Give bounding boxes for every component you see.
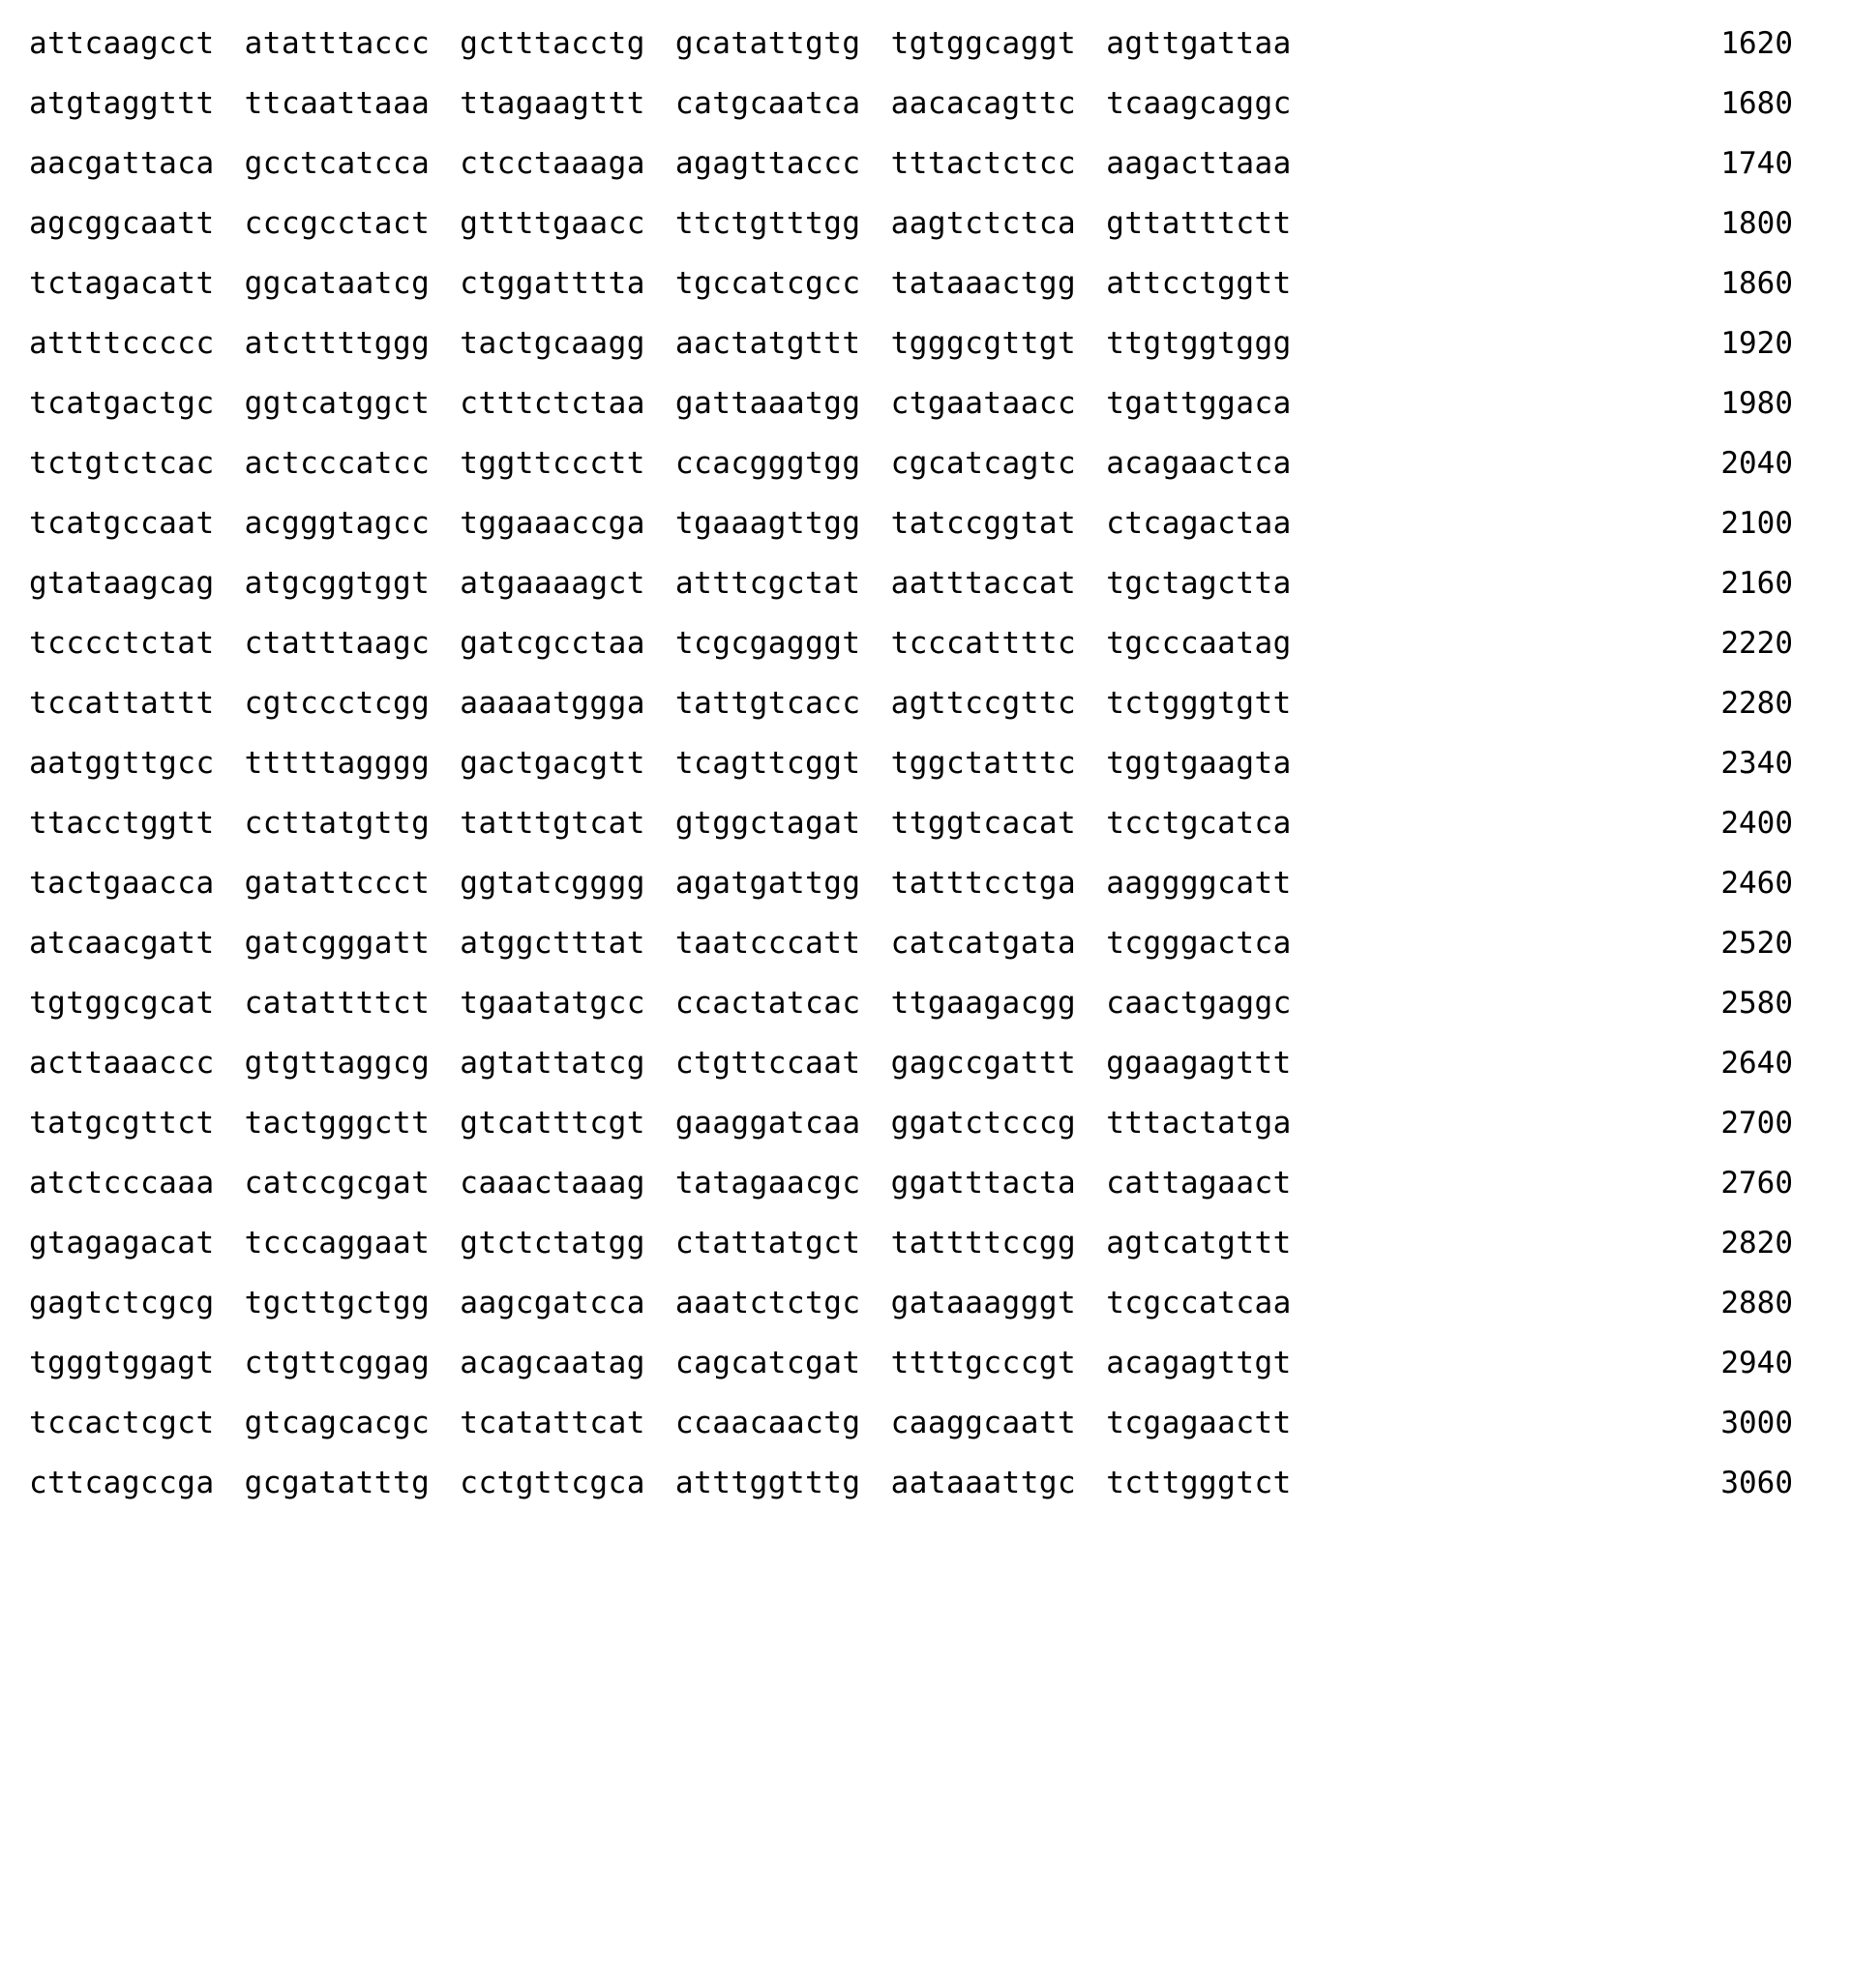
sequence-block: tatttgtcat [460, 806, 645, 841]
sequence-block: aatttaccat [890, 566, 1077, 601]
sequence-blocks [29, 1273, 1292, 1333]
sequence-block: gagtctcgcg [29, 1286, 215, 1320]
sequence-block: tctagacatt [29, 266, 215, 301]
sequence-block: catcatgata [890, 926, 1077, 961]
sequence-block: caactgaggc [1106, 986, 1292, 1021]
sequence-row [29, 913, 1793, 973]
sequence-block: tttttagggg [244, 746, 431, 781]
sequence-blocks [29, 373, 1292, 433]
sequence-block: atggctttat [460, 926, 645, 961]
sequence-position-number: 2760 [1720, 1166, 1793, 1201]
sequence-block: tcaagcaggc [1106, 86, 1292, 121]
sequence-row [29, 613, 1793, 673]
sequence-row [29, 1033, 1793, 1093]
sequence-block: ccacgggtgg [674, 446, 861, 481]
sequence-block: tttactatga [1106, 1106, 1292, 1141]
sequence-block: aaatctctgc [674, 1286, 861, 1320]
sequence-position-number: 2040 [1720, 446, 1793, 481]
sequence-row [29, 1093, 1793, 1153]
sequence-block: tatttcctga [890, 866, 1077, 901]
sequence-block: tataaactgg [890, 266, 1077, 301]
sequence-block: acttaaaccc [29, 1046, 215, 1081]
sequence-block: ttttgcccgt [890, 1346, 1077, 1380]
sequence-blocks [29, 973, 1292, 1033]
sequence-block: gataaagggt [890, 1286, 1077, 1320]
sequence-block: gaaggatcaa [674, 1106, 861, 1141]
sequence-block: atgaaaagct [460, 566, 645, 601]
sequence-block: tcgggactca [1106, 926, 1292, 961]
sequence-block: tcccctctat [29, 626, 215, 661]
sequence-block: tatagaacgc [674, 1166, 861, 1201]
sequence-block: ccactatcac [674, 986, 861, 1021]
sequence-block: acagaactca [1106, 446, 1292, 481]
sequence-position-number: 2640 [1720, 1046, 1793, 1081]
sequence-block: gattaaatgg [674, 386, 861, 421]
sequence-block: aagacttaaa [1106, 146, 1292, 181]
sequence-row [29, 74, 1793, 134]
sequence-block: ggaagagttt [1106, 1046, 1292, 1081]
sequence-block: ctggatttta [460, 266, 645, 301]
sequence-block: ccttatgttg [244, 806, 431, 841]
sequence-block: aatggttgcc [29, 746, 215, 781]
sequence-blocks [29, 793, 1292, 853]
sequence-block: gttttgaacc [460, 206, 645, 241]
sequence-block: ctattatgct [674, 1226, 861, 1261]
sequence-block: tcatattcat [460, 1406, 645, 1440]
sequence-blocks [29, 134, 1292, 193]
sequence-position-number: 2100 [1720, 506, 1793, 541]
sequence-block: agatgattgg [674, 866, 861, 901]
sequence-block: tctgtctcac [29, 446, 215, 481]
sequence-blocks [29, 1393, 1292, 1453]
sequence-blocks [29, 913, 1292, 973]
sequence-block: tccactcgct [29, 1406, 215, 1440]
sequence-block: attttccccc [29, 326, 215, 361]
sequence-row [29, 313, 1793, 373]
sequence-block: tactgcaagg [460, 326, 645, 361]
sequence-block: gatcgcctaa [460, 626, 645, 661]
sequence-block: gtggctagat [674, 806, 861, 841]
sequence-block: tgccatcgcc [674, 266, 861, 301]
sequence-block: tcagttcggt [674, 746, 861, 781]
sequence-block: tccattattt [29, 686, 215, 721]
sequence-blocks [29, 193, 1292, 253]
sequence-blocks [29, 1093, 1292, 1153]
sequence-row [29, 553, 1793, 613]
sequence-block: atatttaccc [244, 26, 431, 61]
sequence-block: ttggtcacat [890, 806, 1077, 841]
sequence-block: ttctgtttgg [674, 206, 861, 241]
sequence-block: acgggtagcc [244, 506, 431, 541]
sequence-position-number: 2160 [1720, 566, 1793, 601]
sequence-block: catattttct [244, 986, 431, 1021]
sequence-block: tcatgactgc [29, 386, 215, 421]
sequence-block: atcttttggg [244, 326, 431, 361]
sequence-row [29, 1453, 1793, 1513]
sequence-block: atctcccaaa [29, 1166, 215, 1201]
sequence-row [29, 493, 1793, 553]
sequence-block: tactgggctt [244, 1106, 431, 1141]
sequence-block: tcttgggtct [1106, 1466, 1292, 1500]
sequence-block: tgggtggagt [29, 1346, 215, 1380]
sequence-block: agcggcaatt [29, 206, 215, 241]
sequence-block: aaaaatggga [460, 686, 645, 721]
sequence-block: tgctagctta [1106, 566, 1292, 601]
sequence-block: acagagttgt [1106, 1346, 1292, 1380]
sequence-block: tttactctcc [890, 146, 1077, 181]
sequence-block: cccgcctact [244, 206, 431, 241]
sequence-block: ttgaagacgg [890, 986, 1077, 1021]
sequence-row [29, 1393, 1793, 1453]
sequence-row [29, 134, 1793, 193]
sequence-block: cgcatcagtc [890, 446, 1077, 481]
sequence-row [29, 1333, 1793, 1393]
sequence-block: gagccgattt [890, 1046, 1077, 1081]
sequence-block: tctgggtgtt [1106, 686, 1292, 721]
sequence-block: gtctctatgg [460, 1226, 645, 1261]
sequence-block: tattttccgg [890, 1226, 1077, 1261]
sequence-block: tcatgccaat [29, 506, 215, 541]
sequence-block: tcctgcatca [1106, 806, 1292, 841]
sequence-block: ctgaataacc [890, 386, 1077, 421]
sequence-row [29, 253, 1793, 313]
sequence-block: ggtatcgggg [460, 866, 645, 901]
sequence-row [29, 373, 1793, 433]
sequence-blocks [29, 313, 1292, 373]
sequence-blocks [29, 1033, 1292, 1093]
sequence-block: gtagagacat [29, 1226, 215, 1261]
sequence-block: tgcttgctgg [244, 1286, 431, 1320]
sequence-block: ggatttacta [890, 1166, 1077, 1201]
sequence-block: tcgccatcaa [1106, 1286, 1292, 1320]
sequence-row [29, 193, 1793, 253]
sequence-block: catgcaatca [674, 86, 861, 121]
sequence-block: atttcgctat [674, 566, 861, 601]
sequence-block: tggtgaagta [1106, 746, 1292, 781]
sequence-position-number: 1920 [1720, 326, 1793, 361]
sequence-position-number: 2880 [1720, 1286, 1793, 1320]
sequence-block: atttggtttg [674, 1466, 861, 1500]
sequence-block: ctttctctaa [460, 386, 645, 421]
sequence-blocks [29, 553, 1292, 613]
sequence-block: actcccatcc [244, 446, 431, 481]
sequence-block: aacacagttc [890, 86, 1077, 121]
sequence-blocks [29, 1333, 1292, 1393]
sequence-block: attcaagcct [29, 26, 215, 61]
sequence-blocks [29, 1213, 1292, 1273]
sequence-position-number: 1800 [1720, 206, 1793, 241]
sequence-block: cagcatcgat [674, 1346, 861, 1380]
sequence-block: gcgatatttg [244, 1466, 431, 1500]
sequence-block: tggaaaccga [460, 506, 645, 541]
sequence-block: tgaatatgcc [460, 986, 645, 1021]
sequence-position-number: 2940 [1720, 1346, 1793, 1380]
sequence-block: tggctatttc [890, 746, 1077, 781]
sequence-block: agttccgttc [890, 686, 1077, 721]
sequence-block: cctgttcgca [460, 1466, 645, 1500]
sequence-position-number: 2280 [1720, 686, 1793, 721]
sequence-block: agtcatgttt [1106, 1226, 1292, 1261]
sequence-blocks [29, 433, 1292, 493]
sequence-block: tcccaggaat [244, 1226, 431, 1261]
sequence-position-number: 1740 [1720, 146, 1793, 181]
sequence-block: tcgcgagggt [674, 626, 861, 661]
sequence-position-number: 1680 [1720, 86, 1793, 121]
sequence-block: caaggcaatt [890, 1406, 1077, 1440]
sequence-block: tgcccaatag [1106, 626, 1292, 661]
sequence-blocks [29, 673, 1292, 733]
sequence-block: ctatttaagc [244, 626, 431, 661]
sequence-block: gtcagcacgc [244, 1406, 431, 1440]
sequence-position-number: 2820 [1720, 1226, 1793, 1261]
sequence-block: tgtggcaggt [890, 26, 1077, 61]
sequence-block: gatattccct [244, 866, 431, 901]
sequence-position-number: 2700 [1720, 1106, 1793, 1141]
sequence-block: gtcatttcgt [460, 1106, 645, 1141]
sequence-block: gctttacctg [460, 26, 645, 61]
sequence-block: aacgattaca [29, 146, 215, 181]
sequence-position-number: 1860 [1720, 266, 1793, 301]
sequence-blocks [29, 74, 1292, 134]
sequence-block: tcgagaactt [1106, 1406, 1292, 1440]
sequence-block: ctgttccaat [674, 1046, 861, 1081]
sequence-blocks [29, 733, 1292, 793]
sequence-block: cttcagccga [29, 1466, 215, 1500]
sequence-block: gtgttaggcg [244, 1046, 431, 1081]
sequence-block: tggttccctt [460, 446, 645, 481]
sequence-block: aagtctctca [890, 206, 1077, 241]
sequence-blocks [29, 613, 1292, 673]
sequence-block: tgggcgttgt [890, 326, 1077, 361]
sequence-block: ggatctcccg [890, 1106, 1077, 1141]
sequence-block: ccaacaactg [674, 1406, 861, 1440]
sequence-block: gtataagcag [29, 566, 215, 601]
sequence-block: agtattatcg [460, 1046, 645, 1081]
sequence-block: atgtaggttt [29, 86, 215, 121]
sequence-block: aaggggcatt [1106, 866, 1292, 901]
sequence-row [29, 853, 1793, 913]
sequence-block: gttatttctt [1106, 206, 1292, 241]
sequence-block: tattgtcacc [674, 686, 861, 721]
sequence-block: attcctggtt [1106, 266, 1292, 301]
sequence-row [29, 973, 1793, 1033]
sequence-block: cattagaact [1106, 1166, 1292, 1201]
sequence-block: agagttaccc [674, 146, 861, 181]
sequence-block: atcaacgatt [29, 926, 215, 961]
sequence-blocks [29, 253, 1292, 313]
sequence-blocks [29, 14, 1292, 74]
sequence-block: aagcgatcca [460, 1286, 645, 1320]
sequence-row [29, 733, 1793, 793]
sequence-block: ctcctaaaga [460, 146, 645, 181]
sequence-position-number: 2400 [1720, 806, 1793, 841]
sequence-block: agttgattaa [1106, 26, 1292, 61]
sequence-block: gcatattgtg [674, 26, 861, 61]
sequence-block: ggcataatcg [244, 266, 431, 301]
sequence-row [29, 1273, 1793, 1333]
sequence-position-number: 2460 [1720, 866, 1793, 901]
sequence-blocks [29, 493, 1292, 553]
sequence-block: gatcgggatt [244, 926, 431, 961]
sequence-position-number: 1980 [1720, 386, 1793, 421]
sequence-blocks [29, 1153, 1292, 1213]
sequence-block: tcccattttc [890, 626, 1077, 661]
sequence-block: tatgcgttct [29, 1106, 215, 1141]
sequence-position-number: 3000 [1720, 1406, 1793, 1440]
sequence-block: ctgttcggag [244, 1346, 431, 1380]
sequence-block: tgtggcgcat [29, 986, 215, 1021]
sequence-block: tatccggtat [890, 506, 1077, 541]
sequence-block: ttcaattaaa [244, 86, 431, 121]
sequence-block: atgcggtggt [244, 566, 431, 601]
sequence-block: aactatgttt [674, 326, 861, 361]
sequence-block: aataaattgc [890, 1466, 1077, 1500]
sequence-position-number: 1620 [1720, 26, 1793, 61]
sequence-block: taatcccatt [674, 926, 861, 961]
sequence-row [29, 433, 1793, 493]
sequence-position-number: 2520 [1720, 926, 1793, 961]
sequence-row [29, 673, 1793, 733]
sequence-block: ctcagactaa [1106, 506, 1292, 541]
sequence-block: gactgacgtt [460, 746, 645, 781]
sequence-block: tactgaacca [29, 866, 215, 901]
sequence-position-number: 3060 [1720, 1466, 1793, 1500]
sequence-block: caaactaaag [460, 1166, 645, 1201]
sequence-position-number: 2580 [1720, 986, 1793, 1021]
sequence-row [29, 1153, 1793, 1213]
sequence-row [29, 1213, 1793, 1273]
sequence-block: catccgcgat [244, 1166, 431, 1201]
sequence-position-number: 2340 [1720, 746, 1793, 781]
sequence-row [29, 793, 1793, 853]
sequence-block: ggtcatggct [244, 386, 431, 421]
sequence-position-number: 2220 [1720, 626, 1793, 661]
sequence-row [29, 14, 1793, 74]
sequence-block: tgattggaca [1106, 386, 1292, 421]
sequence-block: acagcaatag [460, 1346, 645, 1380]
sequence-block: cgtccctcgg [244, 686, 431, 721]
sequence-block: gcctcatcca [244, 146, 431, 181]
sequence-blocks [29, 1453, 1292, 1513]
sequence-block: ttgtggtggg [1106, 326, 1292, 361]
sequence-blocks [29, 853, 1292, 913]
sequence-block: tgaaagttgg [674, 506, 861, 541]
sequence-block: ttagaagttt [460, 86, 645, 121]
sequence-block: ttacctggtt [29, 806, 215, 841]
